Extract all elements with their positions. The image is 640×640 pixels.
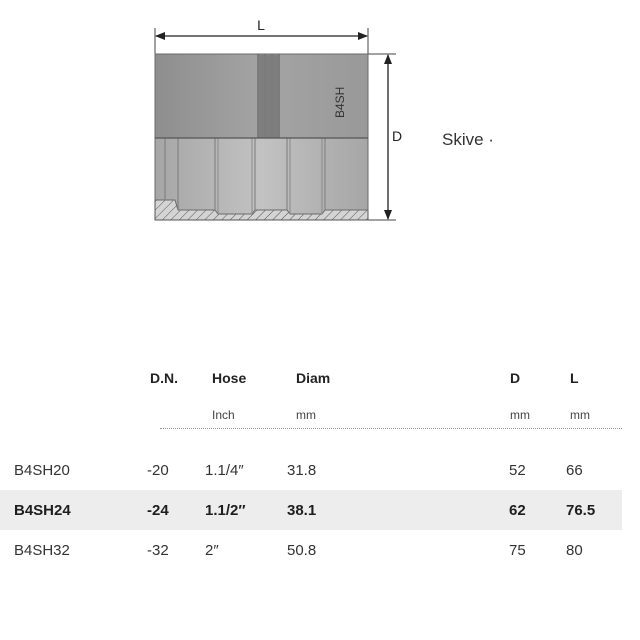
unit-diam: mm [296,408,316,422]
cell-diam: 31.8 [287,462,317,479]
cell-d: 62 [509,502,526,519]
technical-drawing [0,0,640,240]
cell-l: 76.5 [566,502,596,519]
header-l: L [570,370,579,386]
header-dn: D.N. [150,370,178,386]
header-diam: Diam [296,370,331,386]
unit-hose: Inch [212,408,235,422]
cell-d: 75 [509,542,526,559]
header-divider [160,428,622,429]
length-dimension-label: L [257,17,265,33]
cell-l: 66 [566,462,583,479]
cell-hose: 2″ [205,542,219,559]
cell-hose: 1.1/2″ [205,502,246,519]
cell-code: B4SH20 [14,462,70,479]
unit-d: mm [510,408,530,422]
cell-dn: -24 [147,502,169,519]
skive-label: Skive · [442,130,494,149]
cell-code: B4SH24 [14,502,71,519]
cell-dn: -32 [147,542,169,559]
table-row [0,490,622,530]
cell-d: 52 [509,462,526,479]
part-marking: B4SH [333,86,347,118]
table-row [0,530,622,570]
header-hose: Hose [212,370,247,386]
table-row [0,450,622,490]
header-d: D [510,370,521,386]
cell-diam: 50.8 [287,542,317,559]
cell-diam: 38.1 [287,502,317,519]
cell-code: B4SH32 [14,542,70,559]
cell-l: 80 [566,542,583,559]
unit-l: mm [570,408,590,422]
ferrule-section-view [155,138,368,220]
diameter-dimension-label: D [392,128,403,144]
cell-hose: 1.1/4″ [205,462,244,479]
cell-dn: -20 [147,462,169,479]
ferrule-outer-view [155,54,368,138]
